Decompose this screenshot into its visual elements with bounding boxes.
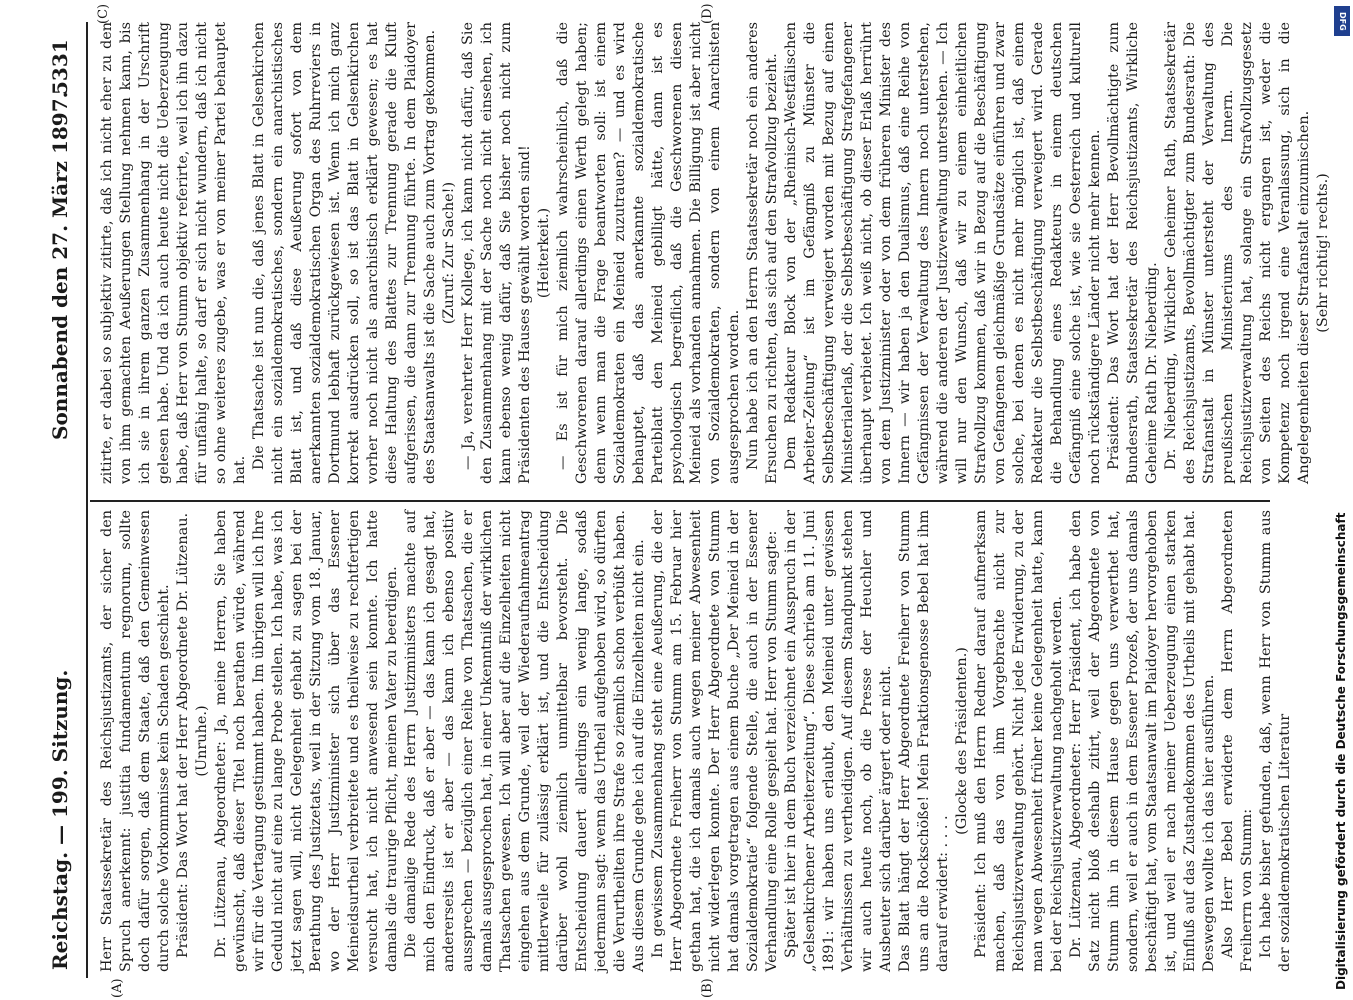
interjection: (Heiterkeit.) [536, 207, 552, 299]
paragraph: In gewissem Zusammenhang steht eine Aeußerung, die der Herr Abgeordnete Freiherr von Stumm am 15. Februar hier gethan hat, die ich damals auch wegen meiner Abwesenheit nicht widerlegen konnte. Der Herr Abgeordnete von Stumm hat damals vorgetragen aus einem Buche „Der Meineid in der Sozialdemokratie“ folgende Stelle, die auch in der Essener Verhandlung eine Rolle gespielt hat. Herr von Stumm sagte: [650, 510, 780, 972]
paragraph: Dr. Lützenau, Abgeordneter: Herr Präsident, ich habe den Satz nicht bloß deshalb zitirt, weil der Abgeordnete von Stumm ihn in diesem Hause gegen uns verwerthet hat, sondern, weil er auch in dem Essener Prozeß, der uns damals beschäftigt hat, vom Staatsanwalt im Plaidoyer hervorgehoben ist, und weil er nach meiner Ueberzeugung einen starken Einfluß auf das Zustandekommen des Urtheils mit gehabt hat. Deswegen wollte ich das hier ausführen. [1068, 510, 1217, 972]
quotation: Ich habe bisher gefunden, daß, wenn Herr von Stumm aus der sozialdemokratischen Literatur [1258, 510, 1293, 972]
margin-letter-b: (B) [700, 978, 715, 998]
paragraph: Präsident: Das Wort hat der Herr Abgeordnete Dr. Lützenau. [175, 512, 191, 958]
paragraph: Präsident: Das Wort hat der Herr Bevollmächtigte zum Bundesrath, Staatssekretär des Reichsjustizamts, Wirkliche Geheime Rath Dr. Nieberding. [1106, 22, 1160, 484]
paragraph: — Ja, verehrter Herr Kollege, ich kann nicht dafür, daß Sie den Zusammenhang mit der Sache noch nicht einsehen, ich kann ebenso wenig dafür, daß Sie bisher noch nicht zum Präsidenten des Hauses gewählt worden sind! [460, 22, 533, 484]
page-number: 5331 [48, 39, 72, 95]
margin-letter-a: (A) [110, 978, 125, 998]
column-divider [90, 500, 1270, 502]
interjection: (Zuruf: Zur Sache!) [441, 181, 457, 325]
paragraph: — Es ist für mich ziemlich wahrscheinlich, daß die Geschworenen darauf allerdings einen Werth gelegt haben; denn wenn man die Frage beantworten soll: ist einem Sozialdemokraten ein Meineid zuzutrauen? — und es wird behauptet, daß das anerkannte sozialdemokratische Parteiblatt den Meineid gebilligt hätte, dann ist es psychologisch begreiflich, daß die Geschworenen diesen Meineid als vorhanden annahmen. Die Billigung ist aber nicht von Sozialdemokraten, sondern von einem Anarchisten ausgesprochen worden. [555, 22, 742, 484]
paragraph: Präsident: Ich muß den Herrn Redner darauf aufmerksam machen, daß das von ihm Vorgebrachte nicht zur Reichsjustizverwaltung gehört. Nicht jede Erwiderung, zu der man wegen Abwesenheit früher keine Gelegenheit hatte, kann bei der Reichsjustizverwaltung nachgeholt werden. [973, 510, 1065, 972]
paragraph: Die damalige Rede des Herrn Justizministers machte auf mich den Eindruck, daß er aber — das kann ich gesagt hat, andererseits ist er aber — das kann ich ebenso positiv aussprechen — bezüglich einer Reihe von Thatsachen, die er damals ausgesprochen hat, in einer Unkenntniß der wirklichen Thatsachen gewesen. Ich will aber auf die Einzelheiten nicht eingehen aus dem Grunde, weil der Wiederaufnahmeantrag mittlerweile für zulässig erklärt ist, und die Entscheidung darüber wohl ziemlich unmittelbar bevorsteht. Die Entscheidung dauert allerdings ein wenig lange, sodaß jedermann sagt: wenn das Urtheil aufgehoben wird, so dürften die Verurtheilten ihre Strafe so ziemlich schon verbüßt haben. Aus diesem Grunde gehe ich auf die Einzelheiten nicht ein. [403, 510, 647, 972]
paragraph: Die Thatsache ist nun die, daß jenes Blatt in Gelsenkirchen nicht ein sozialdemokratisches, sondern ein anarchistisches Blatt ist, und daß diese Aeußerung sofort von dem anerkannten sozialdemokratischen Organ des Ruhrreviers in Dortmund lebhaft zurückgewiesen ist. Wenn ich mich ganz korrekt ausdrücken soll, so ist das Blatt in Gelsenkirchen vorher noch nicht als anarchistisch erklärt gewesen; es hat diese Haltung des Blattes zur Trennung gerade die Kluft aufgerissen, die dann zur Trennung führte. In dem Plaidoyer des Staatsanwalts ist die Sache auch zum Vortrag gekommen. [251, 22, 438, 484]
quotation: zitirte, er dabei so subjektiv zitirte, daß ich nicht eher zu den von ihm gemachten Aeußerungen Stellung nehmen kann, bis ich sie in ihrem ganzen Zusammenhang in der Urschrift gelesen habe. Und da ich auch heute nicht die Ueberzeugung habe, daß Herr von Stumm objektiv referirte, weil ich ihn dazu für unfähig halte, so darf er sich nicht wundern, daß ich nicht so ohne weiteres zugebe, was er von meiner Partei behauptet hat. [99, 22, 248, 484]
margin-letter-c: (C) [96, 3, 111, 24]
margin-letter-d: (D) [700, 3, 715, 24]
paragraph: Das Blatt hängt der Herr Abgeordnete Freiherr von Stumm uns an die Rockschöße! Mein Fraktionsgenosse Bebel hat ihm darauf erwidert: . . . . [897, 510, 951, 972]
paragraph: Dr. Nieberding, Wirklicher Geheimer Rath, Staatssekretär des Reichsjustizamts, Bevollmächtigter zum Bundesrath: Die Strafanstalt in Münster untersteht der Verwaltung des preußischen Ministeriums des Innern. Die Reichsjustizverwaltung hat, solange ein Strafvollzugsgesetz von Seiten des Reichs nicht ergangen ist, weder die Kompetenz noch irgend eine Veranlassung, sich in die Angelegenheiten dieser Strafanstalt einzumischen. [1163, 22, 1312, 484]
dfg-logo: DFG [1334, 6, 1350, 36]
page-header-date: Sonnabend den 27. März 1897. [48, 91, 72, 440]
header-rule [86, 22, 88, 978]
paragraph: Herr Staatssekretär des Reichsjustizamts, der sicher den Spruch anerkennt: justitia fundamentum regnorum, sollte doch dafür sorgen, daß dem Staate, daß den Gemeinwesen durch solche Vorkommnisse kein Schaden geschieht. [99, 510, 172, 972]
interjection: (Unruhe.) [194, 705, 210, 777]
interjection: (Glocke des Präsidenten.) [954, 647, 970, 835]
paragraph: Dr. Lützenau, Abgeordneter: Ja, meine Herren, Sie haben gewünscht, daß dieser Titel noch berathen würde, während wir für die Vertagung gestimmt haben. Im übrigen will ich Ihre Geduld nicht auf eine zu lange Probe stellen. Ich habe, was ich jetzt sagen will, nicht Gelegenheit gehabt zu sagen bei der Berathung des Justizetats, weil in der Sitzung vom 18. Januar, wo der Herr Justizminister sich über das Essener Meineidsurtheil verbreitete und es theilweise zu rechtfertigen versucht hat, ich nicht anwesend sein konnte. Ich hatte damals die traurige Pflicht, meinen Vater zu beerdigen. [213, 510, 400, 972]
digitization-credit [1318, 0, 1348, 1000]
paragraph: Nun habe ich an den Herrn Staatssekretär noch ein anderes Ersuchen zu richten, das sich auf den Strafvollzug bezieht. [745, 22, 780, 484]
paragraph: Also Herr Bebel erwiderte dem Herrn Abgeordneten Freiherrn von Stumm: [1220, 510, 1255, 972]
paragraph: Dem Redakteur Block von der „Rheinisch-Westfälischen Arbeiter-Zeitung“ ist im Gefängniß zu Münster die Selbstbeschäftigung verweigert worden mit Bezug auf einen Ministerialerlaß, der die Selbstbeschäftigung Strafgefangener überhaupt verbietet. Ich weiß nicht, ob dieser Erlaß herrührt von dem Justizminister oder von dem früheren Minister des Innern — wir haben ja den Dualismus, daß eine Reihe von Gefängnissen der Verwaltung des Innern noch unterstehen, während die anderen der Justizverwaltung unterstehen. — Ich will nur den Wunsch, daß wir zu einem einheitlichen Strafvollzug kommen, daß wir in Bezug auf die Beschäftigung von Gefangenen gleichmäßige Grundsätze einführen und zwar solche, bei denen es nicht mehr möglich ist, daß einem Redakteur die Selbstbeschäftigung verweigert wird. Gerade die Behandlung eines Redakteurs in einem deutschen Gefängniß eine solche ist, wie sie Oesterreich und kulturell noch rückständigere Länder nicht mehr kennen. [783, 22, 1103, 484]
interjection: (Sehr richtig! rechts.) [1315, 173, 1331, 333]
text-column-right [98, 22, 1333, 484]
credit-text: Digitalisierung gefördert durch die Deutsche Forschungsgemeinschaft [1334, 512, 1348, 990]
quotation: Später ist hier in dem Buch verzeichnet ein Ausspruch in der „Gelsenkirchener Arbeiterzeitung“. Diese schrieb am 11. Juni 1891: wir haben uns erlaubt, den Meineid unter gewissen Verhältnissen zu vertheidigen. Auf diesem Standpunkt stehen wir auch heute noch, ob die Presse der Heuchler und Ausbeuter sich darüber ärgert oder nicht. [783, 510, 894, 972]
text-column-left [98, 510, 1295, 972]
page-header-left: Reichstag. — 199. Sitzung. [48, 669, 72, 970]
